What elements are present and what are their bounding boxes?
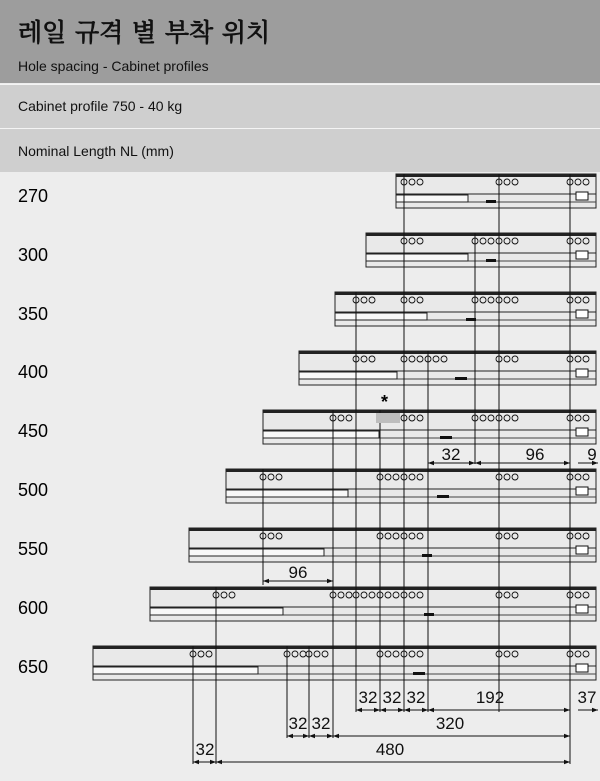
nl-label-270: 270 <box>18 186 49 206</box>
nominal-length-label: Nominal Length NL (mm) <box>18 143 174 159</box>
dim-label: 32 <box>358 688 378 707</box>
nl-label-450: 450 <box>18 421 49 441</box>
rail-400 <box>299 351 596 385</box>
dim-label: 480 <box>375 740 405 759</box>
dim-label: 96 <box>288 563 308 582</box>
optional-marker: * <box>381 392 389 412</box>
rail-300 <box>366 233 596 267</box>
page-title: 레일 규격 별 부착 위치 <box>18 18 271 47</box>
dim-label: 32 <box>406 688 426 707</box>
nl-label-600: 600 <box>18 598 49 618</box>
dim-label: 32 <box>311 714 331 733</box>
dim-label: 32 <box>195 740 215 759</box>
page-subtitle: Hole spacing - Cabinet profiles <box>18 58 209 74</box>
dim-label: 32 <box>441 445 461 464</box>
nl-label-550: 550 <box>18 539 49 559</box>
cabinet-profile-label: Cabinet profile 750 - 40 kg <box>18 98 183 114</box>
rail-550 <box>189 528 596 562</box>
rail-270 <box>396 174 596 208</box>
nl-label-500: 500 <box>18 480 49 500</box>
rail-450 <box>263 410 596 444</box>
dim-label: 192 <box>475 688 505 707</box>
rail-650 <box>93 646 596 680</box>
optional-hole-highlight <box>376 413 400 423</box>
nl-label-350: 350 <box>18 304 49 324</box>
nl-label-300: 300 <box>18 245 49 265</box>
dim-label: 96 <box>525 445 545 464</box>
nl-label-650: 650 <box>18 657 49 677</box>
dim-label: 320 <box>435 714 465 733</box>
dim-label: 9 <box>587 445 597 464</box>
dim-label: 37 <box>577 688 597 707</box>
nl-label-400: 400 <box>18 362 49 382</box>
dim-label: 32 <box>382 688 402 707</box>
dim-label: 32 <box>288 714 308 733</box>
rail-350 <box>335 292 596 326</box>
